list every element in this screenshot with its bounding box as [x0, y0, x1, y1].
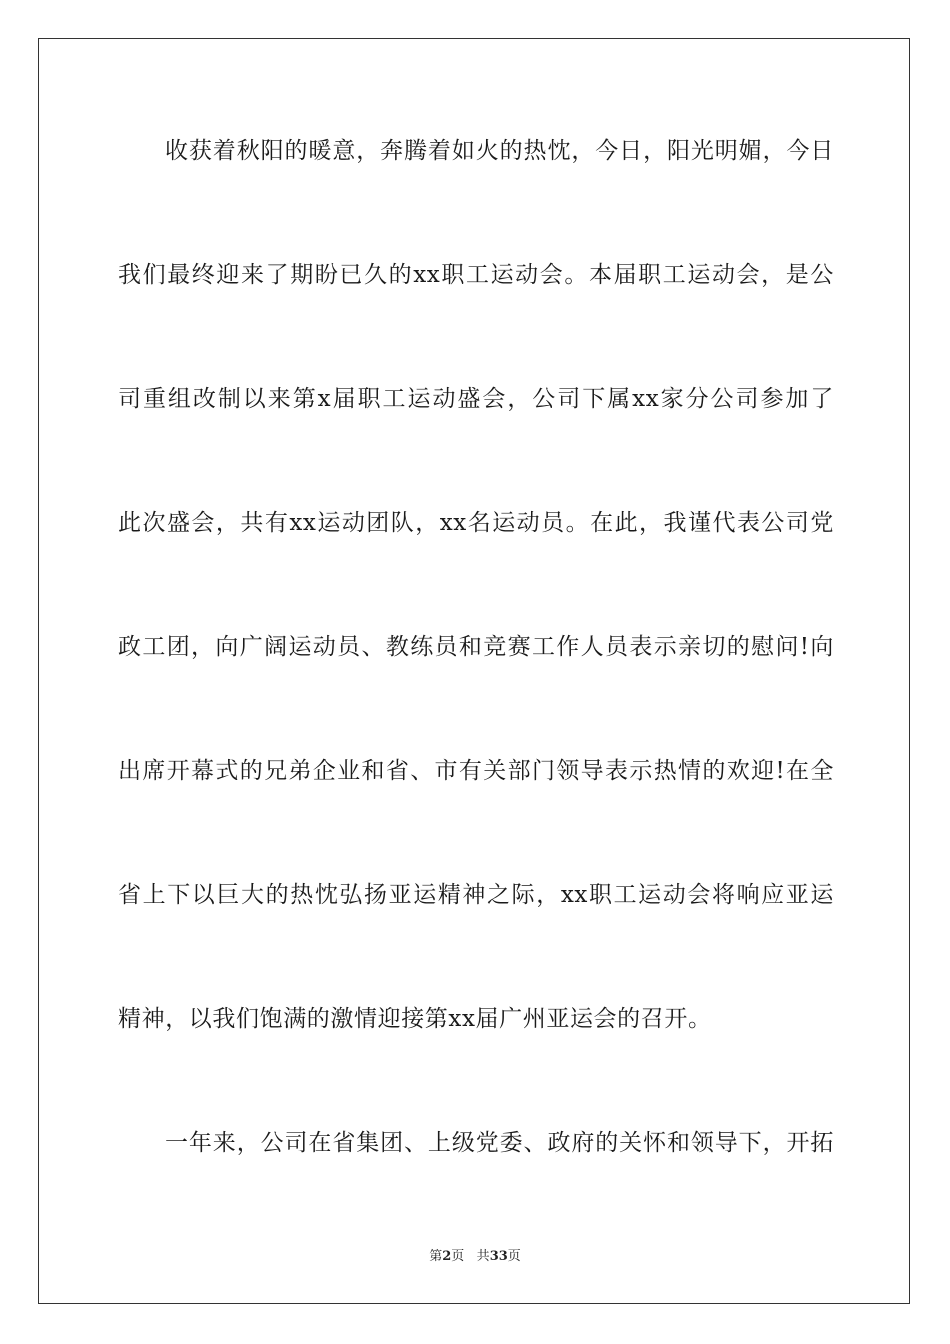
paragraph-1-line-6: 出席开幕式的兄弟企业和省、市有关部门领导表示热情的欢迎!在全 — [118, 758, 834, 784]
footer-page-prefix: 第 — [429, 1249, 443, 1264]
footer-total-pages: 33 — [489, 1249, 508, 1264]
footer-page-suffix: 页 — [451, 1249, 465, 1264]
paragraph-1-line-2: 我们最终迎来了期盼已久的xx职工运动会。本届职工运动会，是公 — [118, 262, 834, 288]
footer-page-number: 2 — [442, 1249, 452, 1264]
page-footer — [0, 1248, 950, 1266]
paragraph-1-line-4: 此次盛会，共有xx运动团队，xx名运动员。在此，我谨代表公司党 — [118, 510, 834, 536]
footer-total-prefix: 共 — [476, 1249, 490, 1264]
footer-total-suffix: 页 — [507, 1249, 521, 1264]
paragraph-1-line-7: 省上下以巨大的热忱弘扬亚运精神之际，xx职工运动会将响应亚运 — [118, 882, 834, 908]
paragraph-2-line-1: 一年来，公司在省集团、上级党委、政府的关怀和领导下，开拓 — [165, 1130, 834, 1156]
paragraph-1-line-5: 政工团，向广阔运动员、教练员和竞赛工作人员表示亲切的慰问!向 — [118, 634, 834, 660]
page-border — [38, 38, 910, 1304]
paragraph-1-line-8: 精神，以我们饱满的激情迎接第xx届广州亚运会的召开。 — [118, 1006, 712, 1032]
paragraph-1-line-3: 司重组改制以来第x届职工运动盛会，公司下属xx家分公司参加了 — [118, 386, 834, 412]
paragraph-1-line-1: 收获着秋阳的暖意，奔腾着如火的热忱，今日，阳光明媚，今日 — [165, 138, 834, 164]
